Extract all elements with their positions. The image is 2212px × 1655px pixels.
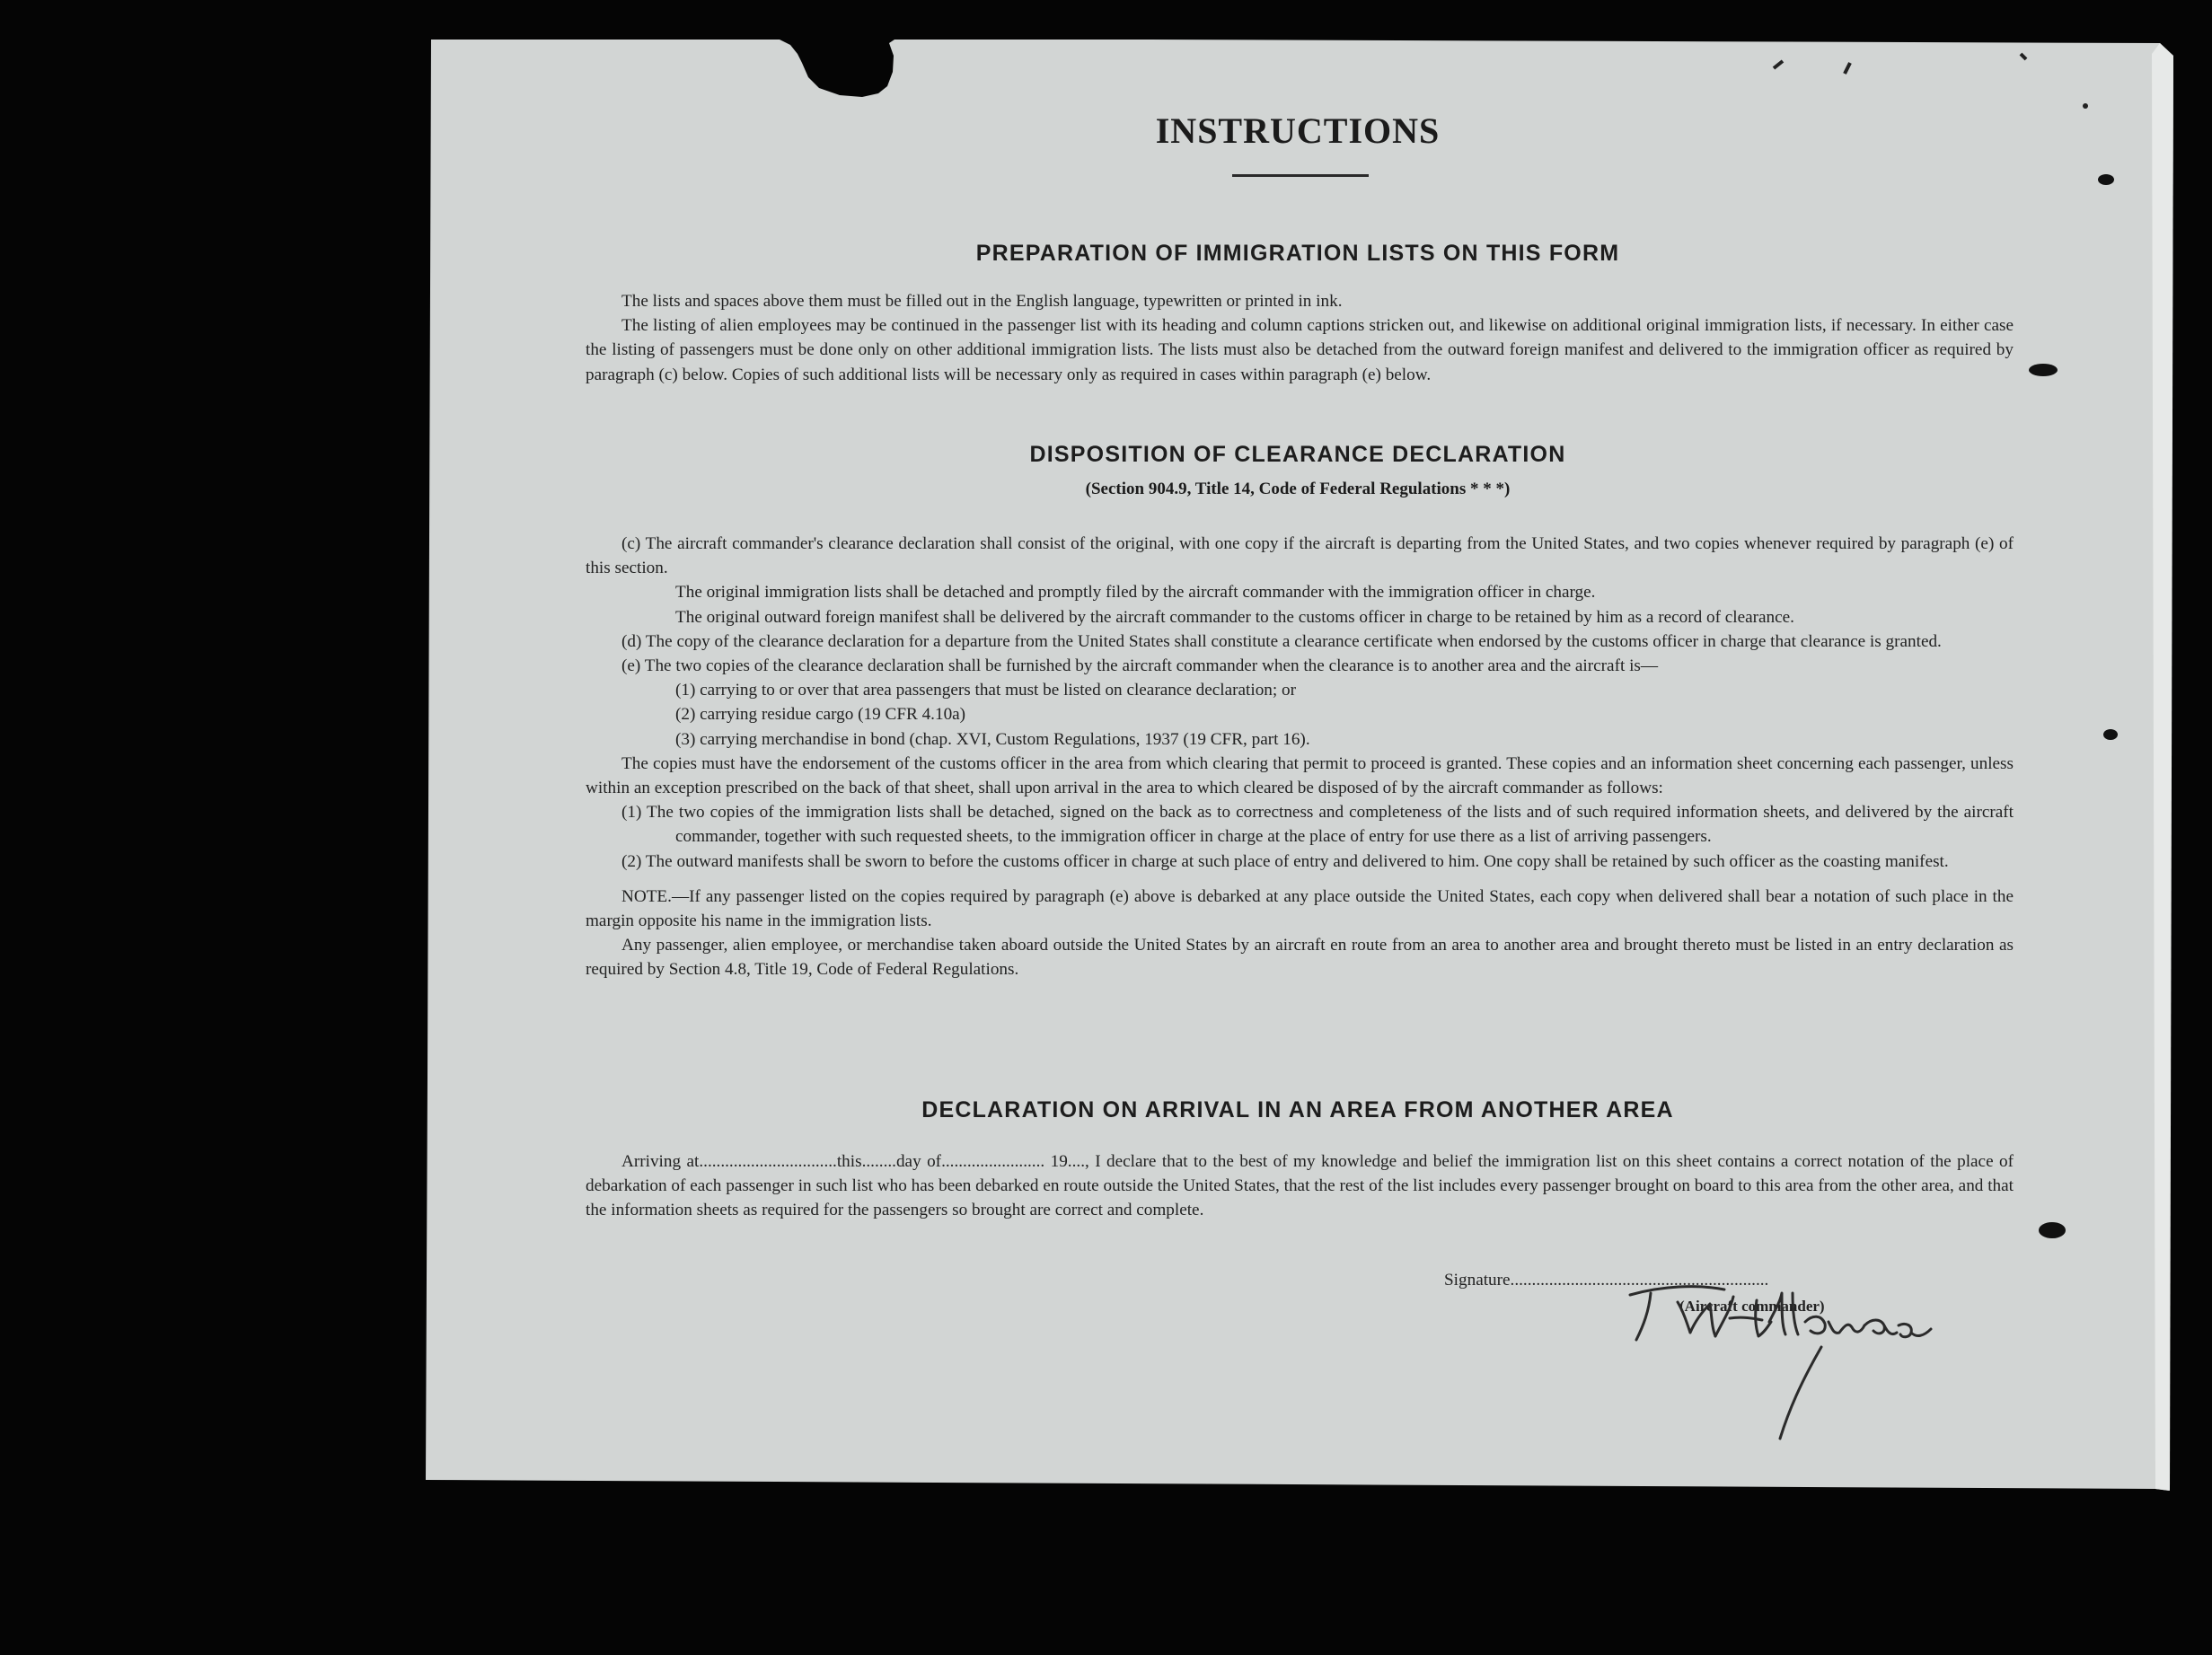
title-divider: [1232, 174, 1369, 177]
paragraph-c: (c) The aircraft commander's clearance declaration shall consist of the original, with one copy if the aircraft is departing from the United States, and two copies whenever required by paragraph (e) of this section.: [586, 534, 2014, 578]
paragraph-any: Any passenger, alien employee, or merchandise taken aboard outside the United States by an aircraft en route from an area to another area and brought thereto must be listed in an entry declaration as required by Section 4.8, Title 19, Code of Federal Regulations.: [586, 936, 2014, 980]
paragraph-c1: The original immigration lists shall be detached and promptly filed by the aircraft commander with the immigration officer in charge.: [675, 583, 1596, 603]
declaration-paragraph: Arriving at................................this........day of........................ 19...., I declare that to the best of my knowledge and belief the immigration list on this sheet contains a correct notation of the place of debarkation of each passenger in such list who has been debarked en route outside the United States, that the rest of the list includes every passenger brought on board to this area from the other area, and that the information sheets as required for the passengers so brought are correct and complete.: [586, 1152, 2014, 1220]
paragraph-e3: (3) carrying merchandise in bond (chap. XVI, Custom Regulations, 1937 (19 CFR, part 16).: [675, 729, 1310, 749]
paragraph-f1: (1) The two copies of the immigration lists shall be detached, signed on the back as to correctness and completeness of the lists and of such required information sheets, and delivered by the aircraft commander, together with such requested sheets, to the immigration officer in charge at the place of entry for use there as a list of arriving passengers.: [621, 803, 2014, 847]
paragraph-e: (e) The two copies of the clearance declaration shall be furnished by the aircraft commander when the clearance is to another area and the aircraft is—: [621, 656, 1659, 676]
paragraph-copies: The copies must have the endorsement of the customs officer in the area from which clearing that permit to proceed is granted. These copies and an information sheet concerning each passenger, unless within an exception prescribed on the back of that sheet, shall upon arrival in the area to which cleared be disposed of by the aircraft commander as follows:: [586, 753, 2014, 798]
section-heading-declaration: DECLARATION ON ARRIVAL IN AN AREA FROM ANOTHER AREA: [921, 1097, 1674, 1122]
paragraph-e2: (2) carrying residue cargo (19 CFR 4.10a): [675, 705, 966, 725]
paragraph-f2: (2) The outward manifests shall be sworn to before the customs officer in charge at such place of entry and delivered to him. One copy shall be retained by such officer as the coasting manifest.: [621, 851, 1949, 871]
disposition-body: [586, 532, 2014, 982]
handwritten-signature: [1590, 1239, 2003, 1473]
paragraph: The lists and spaces above them must be filled out in the English language, typewritten or printed in ink.: [621, 292, 1343, 311]
declaration-body: [586, 1149, 2014, 1223]
signature-caption: (Aircraft commander): [1679, 1298, 1825, 1315]
preparation-body: [586, 289, 2014, 387]
paragraph-note: NOTE.—If any passenger listed on the copies required by paragraph (e) above is debarked at any place outside the United States, each copy when delivered shall bear a notation of such place in the margin opposite his name in the immigration lists.: [586, 886, 2014, 931]
section-subheading: (Section 904.9, Title 14, Code of Federal Regulations * * *): [1085, 480, 1511, 498]
section-heading-disposition: DISPOSITION OF CLEARANCE DECLARATION: [1029, 442, 1566, 467]
section-heading-preparation: PREPARATION OF IMMIGRATION LISTS ON THIS FORM: [975, 241, 1620, 266]
signature-line: Signature............................................................: [1444, 1271, 1769, 1290]
document: [422, 36, 2173, 1491]
paragraph-d: (d) The copy of the clearance declaration for a departure from the United States shall constitute a clearance certificate when endorsed by the customs officer in charge that clearance is granted.: [621, 631, 1942, 651]
paragraph: The listing of alien employees may be continued in the passenger list with its heading and column captions stricken out, and likewise on additional original immigration lists, if necessary. In either case the listing of passengers must be done only on other additional immigration lists. The lists must also be detached from the outward foreign manifest and delivered to the immigration officer as required by paragraph (c) below. Copies of such additional lists will be necessary only as required in cases within paragraph (e) below.: [586, 316, 2014, 384]
paragraph-e1: (1) carrying to or over that area passengers that must be listed on clearance declaration; or: [675, 681, 1296, 700]
page-title: INSTRUCTIONS: [1155, 110, 1441, 151]
paragraph-c2: The original outward foreign manifest shall be delivered by the aircraft commander to the customs officer in charge to be retained by him as a record of clearance.: [675, 607, 1794, 627]
